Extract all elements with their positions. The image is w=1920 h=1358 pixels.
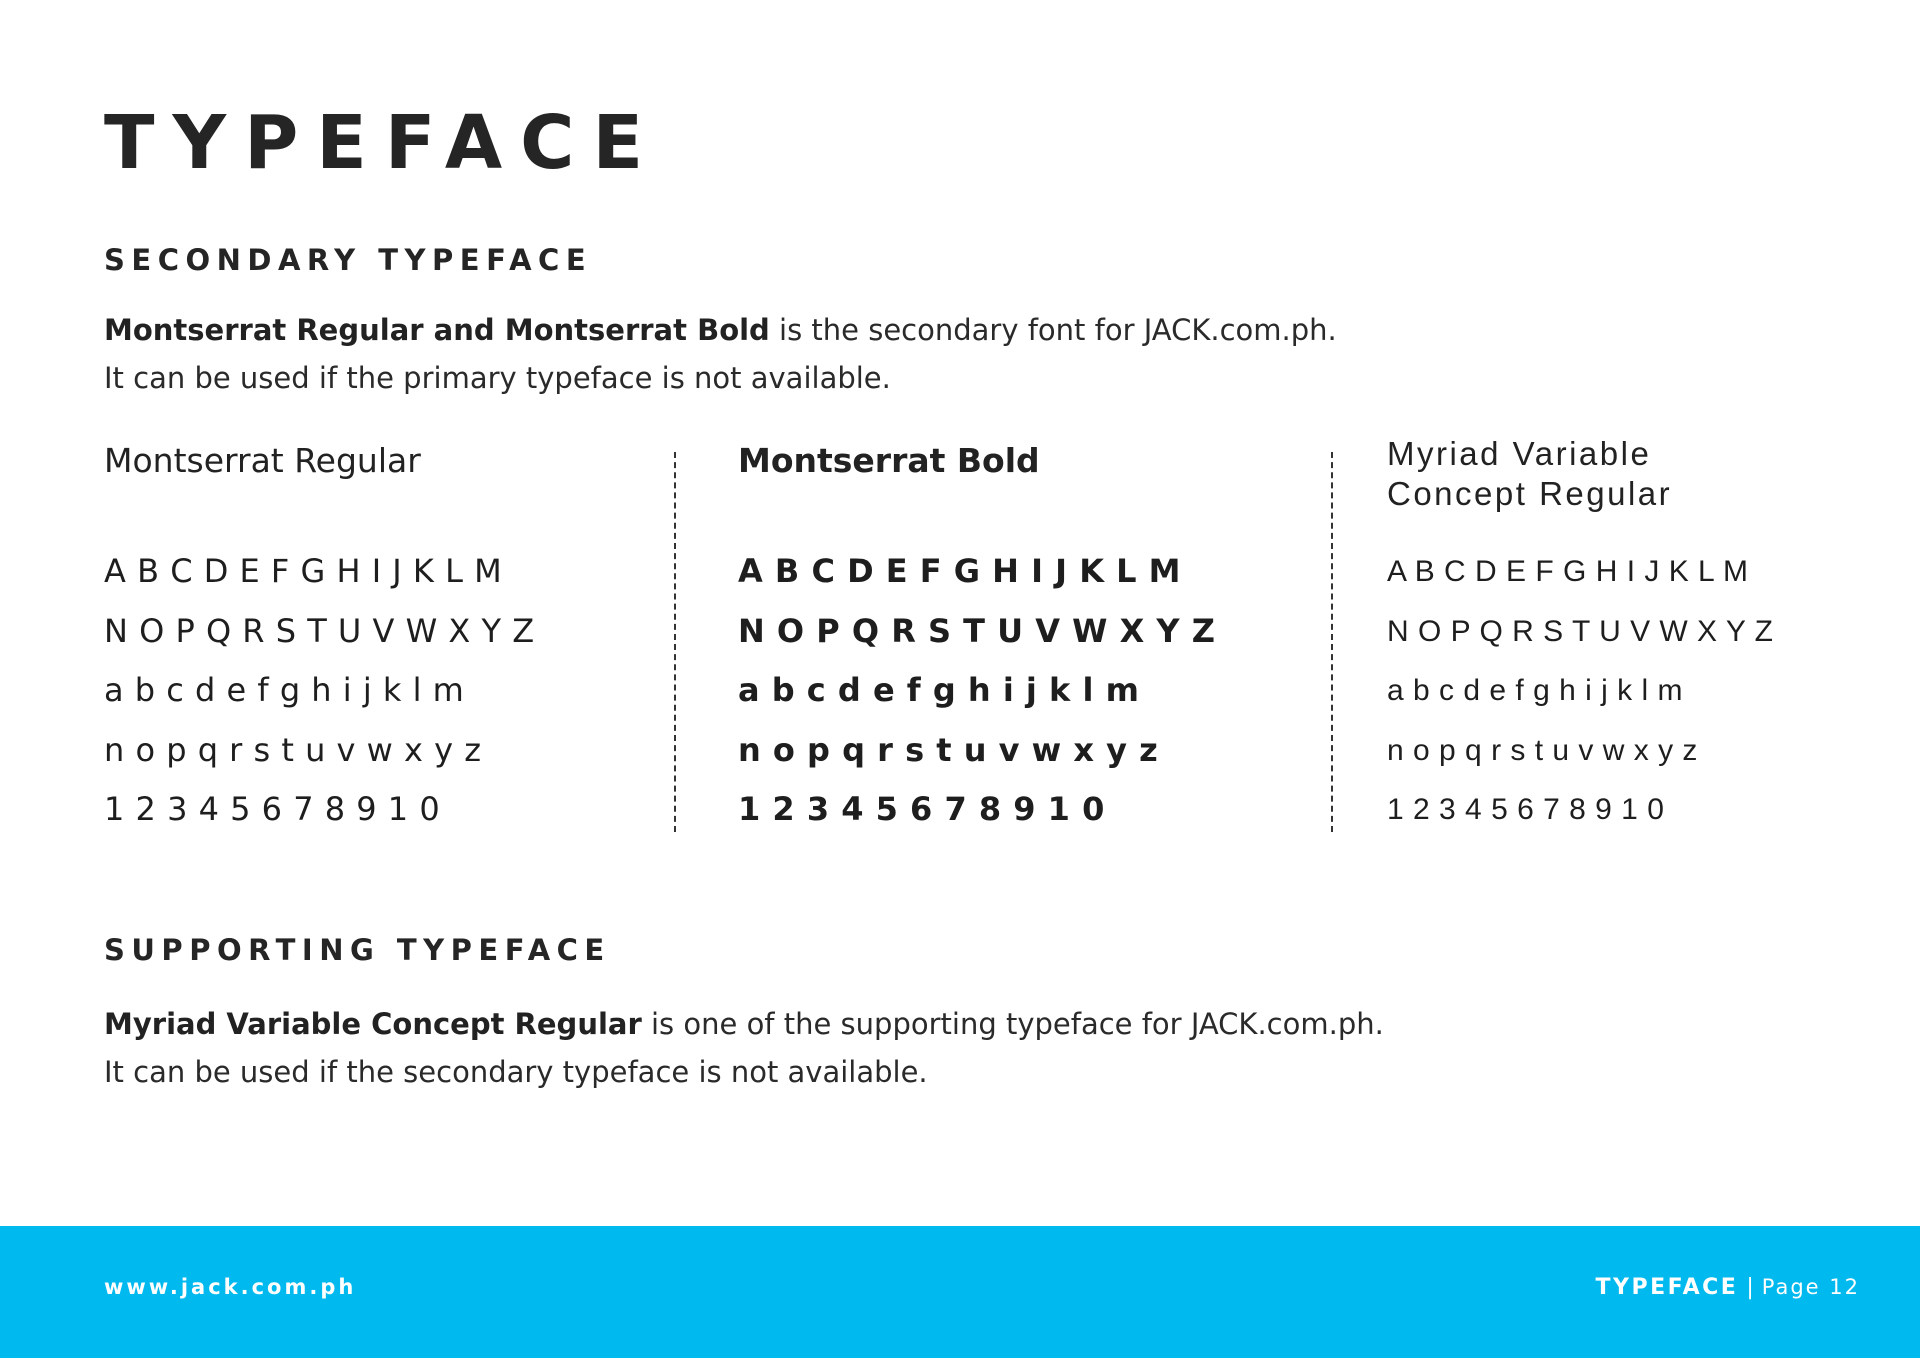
font-name: Montserrat Bold	[738, 441, 1040, 480]
glyph-row-lowercase-2: n o p q r s t u v w x y z	[104, 730, 482, 769]
supporting-description-rest: is one of the supporting typeface for JACK.com.ph.	[641, 1007, 1384, 1041]
glyph-row-uppercase-2: N O P Q R S T U V W X Y Z	[104, 611, 535, 650]
glyph-row-lowercase-1: a b c d e f g h i j k l m	[104, 671, 465, 709]
font-name-line-2: Concept Regular	[1387, 475, 1673, 512]
secondary-description-rest: is the secondary font for JACK.com.ph.	[769, 313, 1337, 347]
glyph-row-uppercase-2: N O P Q R S T U V W X Y Z	[1387, 614, 1774, 648]
footer-page-info	[1596, 1272, 1860, 1305]
glyph-row-lowercase-1: a b c d e f g h i j k l m	[738, 671, 1140, 709]
footer-website-url: www.jack.com.ph	[104, 1275, 357, 1299]
glyph-rows	[104, 542, 535, 840]
glyph-row-numerals: 1 2 3 4 5 6 7 8 9 1 0	[1387, 793, 1665, 826]
font-name: Montserrat Regular	[104, 441, 421, 480]
glyph-row-uppercase-1: A B C D E F G H I J K L M	[104, 552, 503, 590]
secondary-description-line-2: It can be used if the primary typeface is not available.	[104, 361, 891, 395]
font-sample-montserrat-regular	[104, 440, 664, 840]
font-sample-montserrat-bold	[738, 440, 1298, 840]
font-sample-myriad-variable-concept	[1387, 435, 1907, 840]
supporting-typeface-heading: SUPPORTING TYPEFACE	[104, 933, 611, 967]
glyph-row-numerals: 1 2 3 4 5 6 7 8 9 1 0	[738, 790, 1105, 828]
glyph-row-lowercase-2: n o p q r s t u v w x y z	[738, 730, 1159, 769]
glyph-row-lowercase-2: n o p q r s t u v w x y z	[1387, 733, 1698, 767]
font-name	[1387, 434, 1907, 514]
secondary-description-bold: Montserrat Regular and Montserrat Bold	[104, 313, 770, 347]
supporting-description-line-1	[104, 1000, 1384, 1048]
glyph-row-uppercase-1: A B C D E F G H I J K L M	[1387, 555, 1749, 588]
glyph-row-lowercase-1: a b c d e f g h i j k l m	[1387, 674, 1683, 707]
secondary-typeface-heading: SECONDARY TYPEFACE	[104, 243, 593, 277]
secondary-typeface-description	[104, 306, 1337, 402]
supporting-description-bold: Myriad Variable Concept Regular	[104, 1007, 642, 1041]
font-name-line-1: Myriad Variable	[1387, 435, 1652, 472]
footer-bar	[0, 1226, 1920, 1358]
dashed-divider	[674, 452, 676, 832]
supporting-typeface-description	[104, 1000, 1384, 1096]
footer-section-name: TYPEFACE	[1595, 1275, 1739, 1300]
glyph-rows	[738, 542, 1215, 840]
footer-separator: |	[1746, 1275, 1754, 1300]
secondary-description-line-1	[104, 306, 1337, 354]
dashed-divider	[1331, 452, 1333, 832]
glyph-row-uppercase-2: N O P Q R S T U V W X Y Z	[738, 611, 1216, 650]
glyph-rows	[1387, 542, 1774, 840]
glyph-row-numerals: 1 2 3 4 5 6 7 8 9 1 0	[104, 790, 441, 828]
page-title: TYPEFACE	[104, 100, 662, 186]
supporting-description-line-2: It can be used if the secondary typeface is not available.	[104, 1055, 928, 1089]
glyph-row-uppercase-1: A B C D E F G H I J K L M	[738, 552, 1181, 590]
footer-page-number: Page 12	[1761, 1275, 1860, 1299]
